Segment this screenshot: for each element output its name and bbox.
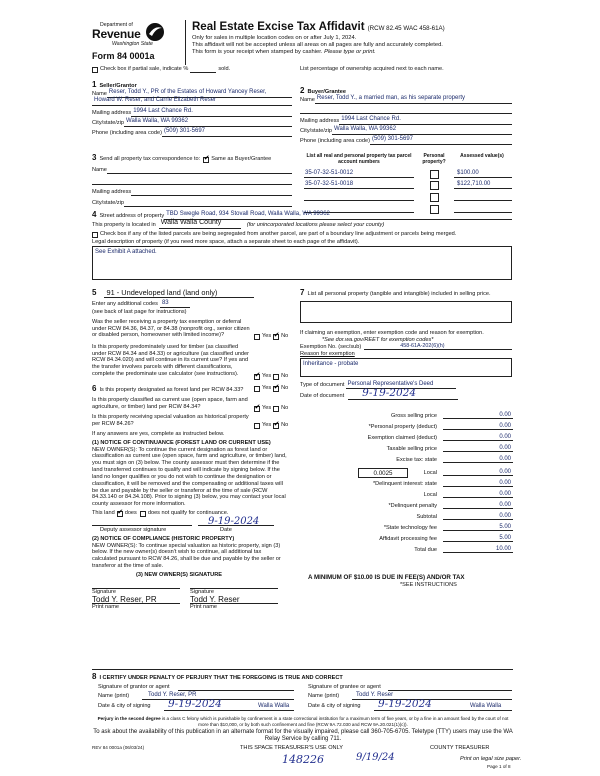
correspondence-city-label: City/state/zip [92,199,125,206]
total-label: Total due [414,547,437,554]
parcel-1-value-field[interactable] [454,170,512,178]
forest-no-checkbox[interactable] [273,386,279,392]
form-title-ref: (RCW 82.45 WAC 458-61A) [367,25,445,33]
forest-answer [254,385,288,392]
parcel-2-personal-checkbox[interactable] [430,181,439,190]
seller-mailing-row [92,110,292,117]
land-use-row [92,288,292,298]
correspondence-name-row [92,167,292,174]
parcel-2-number: 35-07-32-51-0018 [305,180,354,187]
exempt-answer [254,333,288,340]
buyer-name: Reser, Todd Y., a married man, as his separate property [316,95,466,102]
correspondence-name-label: Name [92,166,107,173]
legal-description: See Exhibit A attached. [95,249,157,256]
forest-no-label: No [281,385,289,391]
seller-name-label: Name [92,90,107,97]
reason-label: Reason for exemption [300,351,355,358]
penalty-row [300,502,513,511]
delinquent-interest-row [300,480,513,489]
personal-property-section [300,288,512,400]
seller-name-line1: Reser, Todd Y., PR of the Estates of Howard Yancey Reser, [108,89,267,96]
county-label: This property is located in [92,221,156,228]
grantee-signature-block [306,682,513,714]
seller-mailing-label: Mailing address [92,109,132,116]
exemption-no-field[interactable] [364,343,512,350]
timber-no-checkbox[interactable] [273,374,279,380]
current-use-yes-label: Yes [262,405,272,411]
grantee-city: Walla Walla [470,703,502,709]
land-does-label: This land [92,509,115,516]
parcel-2-field[interactable] [304,181,414,189]
seller-mailing: 1994 Last Chance Rd. [133,108,193,115]
grantee-name-label: Name (print) [308,693,340,699]
timber-answer [254,373,288,380]
tech-fee-row [300,524,513,533]
seller-phone-label: Phone (including area code) [92,129,162,136]
fee-calculation [300,412,513,572]
treasurer-only: THIS SPACE TREASURER'S USE ONLY [240,745,344,751]
personal-property-label: List all personal property (tangible and intangible) included in selling price. [307,290,491,297]
alt-format-notice: To ask about the availability of this publication in an alternate format for the visually impaired, please call 360-705-6705. Teletype (TTY) users may use the WA Relay Service by calling 711. [93,729,513,743]
timber-no-label: No [281,372,289,379]
seller-section [92,80,292,137]
subtotal-row [300,513,513,522]
personal-label: *Personal property (deduct) [368,424,437,431]
header-divider [185,20,186,65]
seller-name-line2: Howard W. Reser, and Carrie Elizabeth Reser [94,97,217,104]
gross-value[interactable]: 0.00 [443,412,513,419]
exempt-no-label: No [281,332,289,339]
correspondence-section [92,153,292,207]
historic-question [92,414,296,429]
local-label-2: Local [423,492,437,499]
correspondence-text: Send all property tax correspondence to: [99,155,201,162]
buyer-phone-label: Phone (including area code) [300,137,370,144]
local-rate: 0.0025 [373,470,393,477]
grantee-sig-label: Signature of grantee or agent [308,684,381,690]
assessor-signature-block [92,517,296,535]
buyer-city-row [300,128,512,135]
total-row [300,546,513,555]
dor-swoosh-icon [144,22,166,42]
parcel-col-header: List all real and personal property tax parcel account numbers [306,153,412,166]
perjury-bold: Perjury in the second degree [97,716,161,721]
exemption-no-row [300,343,512,350]
buyer-name-row [300,97,512,104]
forest-yes-label: Yes [262,385,272,391]
personal-property-box[interactable] [300,301,512,323]
grantee-name: Todd Y. Reser [356,692,394,698]
segregated-checkbox[interactable] [92,232,98,238]
grantee-sig-line[interactable] [388,690,512,691]
perjury-text: is a class C felony which is punishable by confinement in a state correctional institution for a maximum term of five years, or by a fine in an amount fixed by the court of not more than $10,000, or by both such confinement and fine (RCW 9A.72.030 and RCW 9A.20.021(1)(c)). [161,716,509,727]
local-value-1[interactable]: 0.00 [443,469,513,476]
timber-question [92,344,292,380]
correspondence-name-field-2[interactable] [92,177,292,185]
personal-property-heading [300,288,512,298]
exemption-value[interactable]: 0.00 [443,434,513,441]
grantor-name-label: Name (print) [98,693,130,699]
county-treasurer: COUNTY TREASURER [430,745,490,751]
buyer-mailing: 1994 Last Chance Rd. [341,116,401,123]
land-use-section [92,288,292,380]
grantor-city: Walla Walla [258,703,290,709]
seller-city-row [92,120,292,127]
seller-mailing-field[interactable] [131,110,292,117]
exempt-no-checkbox[interactable] [273,334,279,340]
current-use-no-label: No [281,405,289,411]
correspondence-number: 3 [92,153,97,162]
seller-phone-field[interactable] [162,130,292,137]
legal-size-note: Print on legal size paper. [460,756,522,762]
legal-description-box[interactable] [92,246,512,280]
new-owner-signature-title: (3) NEW OWNER(S) SIGNATURE [136,571,222,578]
assessor-date: 9-19-2024 [208,515,260,527]
local-row-2 [300,491,513,500]
form-title-row [192,20,445,34]
buyer-mailing-label: Mailing address [300,117,340,124]
does-label: does [124,509,137,516]
affidavit-fee-label: Affidavit processing fee [379,536,437,543]
subtotal-label: Subtotal [416,514,437,521]
ownership-note: List percentage of ownership acquired next to each name. [300,66,444,72]
buyer-section [300,86,512,145]
taxable-value[interactable]: 0.00 [443,445,513,452]
owner-2-print-name: Todd Y. Reser [190,594,240,604]
buyer-heading: Buyer/Grantee [307,88,347,95]
buyer-name-label: Name [300,96,315,103]
affidavit-fee-value[interactable]: 5.00 [443,535,513,542]
buyer-heading-row [300,86,512,96]
parcel-1-value: $100.00 [457,169,479,176]
current-use-no-checkbox[interactable] [273,406,279,412]
county-row [92,221,512,229]
exempt-yes-label: Yes [262,332,272,339]
excise-label: Excise tax: state [396,457,437,464]
street-section [92,210,512,280]
certify-heading-row [92,672,513,682]
segregated-row [92,231,512,238]
receipt-date: 9/19/24 [356,752,395,763]
parcel-row-2 [304,181,512,191]
additional-codes-field[interactable] [160,301,190,308]
seller-phone-row [92,130,292,137]
local-value-2[interactable]: 0.00 [443,491,513,498]
grantor-date: 9-19-2024 [168,698,222,710]
grantor-signature-block [92,682,297,714]
parcel-1-personal-checkbox[interactable] [430,170,439,179]
correspondence-mailing-label: Mailing address [92,188,132,195]
new-owner-signatures [92,579,296,613]
same-as-buyer-label: Same as Buyer/Grantee [211,155,272,162]
buyer-phone-field[interactable] [370,138,512,145]
total-value[interactable]: 10.00 [443,546,513,553]
perjury-notice [92,716,514,727]
personal-property-number: 7 [300,288,305,297]
local-label-1: Local [423,470,437,477]
delinquent-interest-value[interactable]: 0.00 [443,480,513,487]
affidavit-fee-row [300,535,513,544]
certify-section [92,669,513,715]
owner-1-print-label: Print name [92,603,120,610]
forest-question [92,384,296,394]
buyer-mailing-row [300,118,512,125]
personal-value[interactable]: 0.00 [443,423,513,430]
historic-yes-checkbox[interactable] [254,423,260,429]
exemption-link: *See dor.wa.gov/REET for exemption codes* [322,336,434,343]
current-use-question [92,397,296,412]
parcel-3-personal-checkbox[interactable] [430,193,439,202]
partial-sale-row [92,66,230,73]
minimum-fee-note: A MINIMUM OF $10.00 IS DUE IN FEE(S) AND/OR TAX [308,574,465,581]
assessed-col-header: Assessed value(s) [460,153,504,159]
parcel-3-field[interactable] [304,193,414,201]
exempt-question [92,319,292,342]
notice-2: This affidavit will not be accepted unless all areas on all pages are fully and accurately completed. [192,42,443,48]
dept-state: Washington State [112,41,153,47]
assessor-date-label: Date [220,526,232,533]
buyer-city-label: City/state/zip [300,127,333,134]
owner-1-signature-label: Signature [92,588,116,595]
additional-codes-row [92,301,292,308]
land-use-select[interactable] [104,288,254,298]
penalty-label: *Delinquent penalty [388,503,437,510]
personal-col-header: Personal property? [422,153,446,166]
buyer-city-field[interactable] [332,128,512,135]
correspondence-mailing-field[interactable] [131,189,292,196]
exemption-label: Exemption claimed (deduct) [367,435,437,442]
segregated-label: Check box if any of the listed parcels are being segregated from another parcel, are part of a boundary line adjustment or parcels being merged. [100,230,457,237]
historic-text: Is this property receiving special valuation as historical property per RCW 84.26? [92,414,249,427]
if-yes-note: If any answers are yes, complete as instructed below. [92,431,225,437]
same-as-buyer-checkbox[interactable] [203,157,209,163]
exemption-no: 458-61A-202(6)(h) [400,342,445,349]
taxable-label: Taxable selling price [386,446,437,453]
correspondence-mailing-row [92,189,292,196]
docdate-row [300,387,512,400]
dept-top: Department of [100,22,133,28]
partial-sale-percent[interactable] [190,67,216,73]
exempt-yes-checkbox[interactable] [254,334,260,340]
page-number: Page 1 of 8 [487,764,511,769]
subtotal-value[interactable]: 0.00 [443,513,513,520]
assessor-signature-label: Deputy assessor signature [100,526,167,533]
seller-name-field-2[interactable] [92,99,292,106]
local-row-1 [300,469,513,478]
dept-name: Revenue [92,27,141,41]
historic-yes-label: Yes [262,422,272,428]
timber-yes-label: Yes [262,372,272,379]
form-number: Form 84 0001a [92,51,155,61]
penalty-value[interactable]: 0.00 [443,502,513,509]
docdate: 9-19-2024 [362,387,417,400]
seller-heading-row [92,80,292,90]
notice-compliance-title: (2) NOTICE OF COMPLIANCE (HISTORIC PROPERTY) [92,535,235,542]
street-number: 4 [92,210,97,219]
excise-row [300,456,513,465]
grantor-name: Todd Y. Reser, PR [148,692,197,698]
forest-section [92,384,296,613]
exemption-no-label: Exemption No. (sec/sub) [300,343,362,350]
doctype-label: Type of document [300,382,345,389]
exemption-claim-text: If claiming an exemption, enter exemption code and reason for exemption. [300,329,484,336]
seller-phone: (509) 301-5697 [163,128,205,135]
does-not-label: does not qualify for continuance. [147,509,229,516]
parcel-row-1 [304,170,512,180]
seller-city: Walla Walla, WA 99362 [126,118,189,125]
reason: Inheritance - probate [303,361,359,368]
assessor-signature-line[interactable] [92,525,192,526]
land-use-code: 91 - Undeveloped land (land only) [106,287,218,297]
county-value: Walla Walla County [160,219,222,227]
current-use-yes-checkbox[interactable] [254,406,260,412]
historic-answer [254,422,288,429]
buyer-city: Walla Walla, WA 99362 [334,126,397,133]
back-note: (see back of last page for instructions) [92,309,187,315]
doctype: Personal Representative's Deed [347,380,434,387]
correspondence-heading-row [92,153,292,163]
street-label: Street address of property [99,212,165,219]
receipt-number: 148226 [282,753,324,766]
parcel-1-field[interactable] [304,170,414,178]
grantor-sig-label: Signature of grantor or agent [98,684,170,690]
tech-fee-value[interactable]: 5.00 [443,524,513,531]
forest-number: 6 [92,384,97,393]
legal-label: Legal description of property (if you need more space, attach a separate sheet to each page of the affidavit). [92,238,360,245]
exemption-row [300,434,513,443]
county-hint: (for unincorporated locations please select your county) [246,221,385,228]
correspondence-city-row [92,200,292,207]
grantee-datecity-label: Date & city of signing [308,703,361,709]
notice-3b: Please type or print. [324,49,376,55]
partial-sale-checkbox[interactable] [92,67,98,73]
buyer-number: 2 [300,86,305,95]
reason-box[interactable] [300,358,512,377]
notice-compliance-body: NEW OWNER(S): To continue special valuation as historic property, sign (3) below. If the new owner(s) doesn't wish to continue, all additional tax calculated pursuant to RCW 84.26, shall be due and payable by the seller or transferor at the time of sale. [92,542,281,569]
seller-number: 1 [92,80,97,89]
historic-no-checkbox[interactable] [273,423,279,429]
taxable-row [300,445,513,454]
notice-3: This form is your receipt when stamped by cashier. [192,49,323,55]
form-title: Real Estate Excise Tax Affidavit [192,21,365,33]
additional-codes-label: Enter any additional codes [92,301,158,308]
timber-yes-checkbox[interactable] [254,374,260,380]
tech-fee-label: *State technology fee [383,525,437,532]
forest-yes-checkbox[interactable] [254,386,260,392]
notice-3-row [192,49,376,56]
seller-city-field[interactable] [124,120,292,127]
additional-codes: 83 [161,299,169,306]
dor-logo [92,22,178,52]
notice-continuance-title: (1) NOTICE OF CONTINUANCE (FOREST LAND OR CURRENT USE) [92,439,271,446]
owner-2-print-label: Print name [190,603,218,610]
qualify-row [92,510,296,517]
see-instructions-note: *SEE INSTRUCTIONS [400,582,457,588]
personal-row [300,423,513,432]
buyer-phone: (509) 301-5697 [371,136,413,143]
seller-name-row2 [92,99,292,106]
notice-1: Only for sales in multiple location codes on or after July 1, 2024. [192,35,357,41]
forest-question-text: Is this property designated as forest land per RCW 84.33? [99,386,244,393]
docdate-label: Date of document [300,393,345,400]
excise-value[interactable]: 0.00 [443,456,513,463]
historic-no-label: No [281,422,289,428]
grantor-datecity-label: Date & city of signing [98,703,151,709]
owner-1-print-name: Todd Y. Reser, PR [92,594,157,604]
seller-city-label: City/state/zip [92,119,125,126]
exempt-question-text: Was the seller receiving a property tax exemption or deferral under RCW 84.36, 84.37, or 84.38 (nonprofit org., senior citizen or disabled person, homeowner with limited income)? [92,318,250,339]
notice-continuance-body: NEW OWNER(S): To continue the current designation as forest land or classification as current use (open space, farm and agriculture, or timber) land, you must sign on (3) below. The county assessor must then determine if the land transferred continues to qualify and will indicate by signing below. If the land no longer qualifies or you do not wish to continue the designation or classification, it will be removed and the compensating or additional taxes will be due and payable by the seller or transferor at the time of sale (RCW 84.33.140 or 84.34.108). Prior to signing (3) below, you may contact your local county assessor for more information. [92,446,287,508]
partial-sale-label: Check box if partial sale, indicate % [100,66,189,72]
partial-sale-suffix: sold. [218,66,231,72]
grantee-date: 9-19-2024 [378,698,432,710]
buyer-name-field-2[interactable] [300,106,512,114]
buyer-name-field[interactable] [315,97,512,104]
land-use-number: 5 [92,288,97,298]
buyer-phone-row [300,138,512,145]
parcel-2-value: $122,710.00 [457,180,491,187]
county-select[interactable] [159,221,241,229]
parcel-1-number: 35-07-32-51-0012 [305,169,354,176]
current-use-answer [254,405,288,412]
seller-heading: Seller/Grantor [99,82,137,89]
owner-2-signature-label: Signature [190,588,214,595]
docdate-field[interactable] [348,387,458,400]
parcel-row-3 [304,193,512,203]
delinquent-interest-label: *Delinquent interest: state [372,481,437,488]
gross-label: Gross selling price [390,413,437,420]
street-row [92,210,512,220]
parcel-2-value-field[interactable] [454,181,512,189]
correspondence-city-field[interactable] [124,200,292,207]
certify-number: 8 [92,672,97,681]
timber-question-text: Is this property predominately used for timber (as classified under RCW 84.34 and 84.33) or agriculture (as classified under RCW 84.34.020) and will continue in its current use? If yes and the transfer involves parcels with different classifications, complete the predominate use calculator (see instructions). [92,343,250,378]
gross-row [300,412,513,421]
buyer-mailing-field[interactable] [339,118,512,125]
street-address: TBD Swegle Road, 934 Stovall Road, Walla Walla, WA 99362 [166,211,330,218]
revision: REV 84 0001a (06/03/24) [92,745,145,750]
certify-heading: I CERTIFY UNDER PENALTY OF PERJURY THAT THE FOREGOING IS TRUE AND CORRECT [99,674,343,681]
current-use-text: Is this property classified as current use (open space, farm and agriculture, or timber) land per RCW 84.34? [92,397,248,410]
parcel-3-value-field[interactable] [454,193,512,201]
grantor-sig-line[interactable] [178,690,294,691]
correspondence-name-field[interactable] [107,167,292,174]
